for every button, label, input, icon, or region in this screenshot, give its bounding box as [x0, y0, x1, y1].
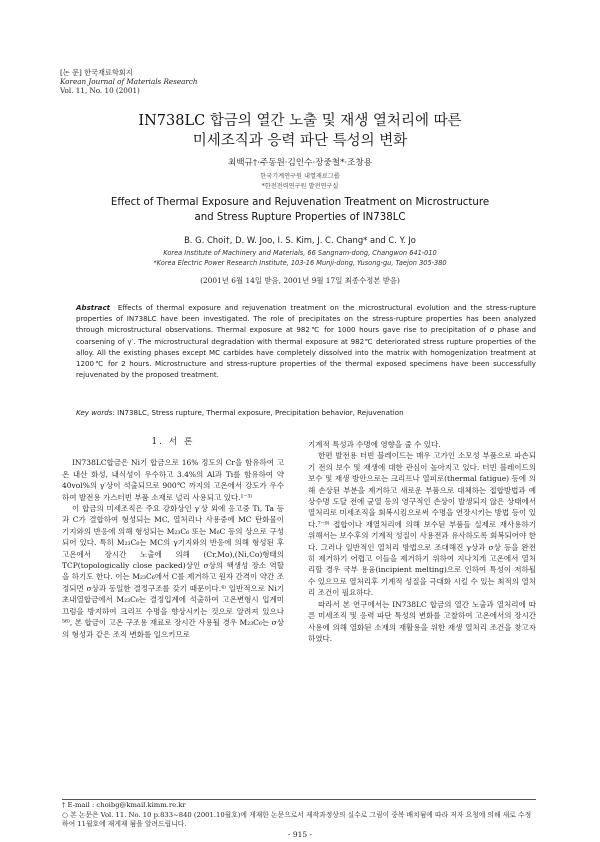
paragraph: IN738LC합금은 Ni기 합금으로 16% 정도의 Cr을 함유하여 고온 내산 화성, 내식성이 우수하고 3.4%의 Al과 Ti를 함유하여 약 40vol%의 γ′상이 석출되므로 900℃ 까지의 고온에서 강도가 우수하여 발전용 가스터빈 부품 소재로 널리 사용되고 있다.¹⁻³⁾	[62, 458, 284, 502]
footnote-email: † E-mail : choibg@kmail.kimm.re.kr	[62, 801, 186, 809]
abstract	[76, 302, 536, 380]
journal-volume: Vol. 11, No. 10 (2001)	[60, 86, 140, 95]
keywords-label: Key words	[76, 408, 113, 417]
authors-english: B. G. Choi†, D. W. Joo, I. S. Kim, J. C. Chang* and C. Y. Jo	[184, 235, 416, 245]
abstract-text: Effects of thermal exposure and rejuvenation treatment on the microstructural evolution and the stress-rupture properties of IN738LC have been investigated. The role of precipitates on the stress-rupture properties has been analyzed through microstructural observations. Thermal exposure at 982℃ for 1000 hours gave rise to precipitation of σ phase and coarsening of γ′. The microstructural degradation with thermal exposure at 982℃ deteriorated stress rupture properties of the alloy. All the existing phases except MC carbides have completely dissolved into the matrix with homogenization treatment at 1200℃ for 2 hours. Microstructure and stress-rupture properties of the thermal exposed specimens have been successfully rejuvenated by the proposed treatment.	[76, 303, 537, 380]
paragraph: 따라서 본 연구에서는 IN738LC 합금의 열간 노출과 열처리에 따른 미세조직 및 응력 파단 특성의 변화를 고찰하여 고온에서의 장시간 사용에 의해 열화된 소재의 재활용을 위한 재생 열처리 조건을 찾고자 하였다.	[308, 599, 536, 643]
body-column-left	[62, 432, 284, 640]
affiliation-english-2: *Korea Electric Power Research Institute, 103-16 Munji-dong, Yusong-gu, Taejon 305-380	[153, 259, 447, 267]
title-english	[0, 196, 600, 225]
title-korean-line2: 미세조직과 응력 파단 특성의 변화	[192, 133, 408, 149]
section-heading-introduction: 1. 서 론	[151, 437, 195, 447]
authors-korean: 최백규†·주동원·김인수·장중철*·조창용	[227, 158, 373, 168]
paragraph: 한편 발전용 터빈 블레이드는 매우 고가인 소모성 부품으로 파손되기 전의 보수 및 재생에 대한 관심이 높아지고 있다. 터빈 블레이드의 보수 및 재생 방안으로는 크리프나 열피로(thermal fatigue) 등에 의해 손상된 부분을 제거하고 새로운 부품으로 대체하는 접합방법과 예상수명 도달 전에 균열 등의 영구적인 손상이 발생되지 않은 상태에서 열처리로 미세조직을 회복시킴으로써 수명을 연장시키는 방법 등이 있다.⁷⁻⁹⁾ 접합이나 재열처리에 의해 보수된 부품들 실제로 재사용하기 위해서는 보수후의 기계적 성질이 사용전과 유사하도록 회복되어야 한다. 그러나 일반적인 열처리 방법으로 조대해진 γ상과 σ상 등을 완전히 제거하기 어렵고 이들을 제거하기 위하여 지나치게 고온에서 열처리할 경우 국부 용융(incipient melting)으로 인하여 특성이 저하될 수 있으므로 열처리후 기계적 성질을 극대화 시킬 수 있는 최적의 열처리 조건이 필요하다.	[308, 451, 536, 598]
keywords-text: : IN738LC, Stress rupture, Thermal exposure, Precipitation behavior, Rejuvenation	[112, 408, 404, 417]
journal-name-en: Korean Journal of Materials Research	[60, 77, 198, 86]
journal-name-ko: [논 문] 한국재료학회지	[60, 68, 133, 77]
title-korean-line1: IN738LC 합금의 열간 노출 및 재생 열처리에 따른	[138, 113, 462, 129]
paragraph: 기계적 특성과 수명에 영향을 줄 수 있다.	[308, 440, 441, 449]
title-english-line1: Effect of Thermal Exposure and Rejuvenation Treatment on Microstructure	[110, 197, 490, 208]
abstract-label: Abstract	[76, 303, 111, 312]
affiliations-korean	[0, 172, 600, 192]
keywords	[76, 408, 536, 417]
body-column-right	[308, 439, 536, 644]
footnote-divider	[62, 799, 536, 800]
paragraph: 이 합금의 미세조직은 주요 강화상인 γ′상 외에 응고중 Ti, Ta 등과 C가 결합하여 형성되는 MC, 열처리나 사용중에 MC 탄화물이 기지와의 반응에 의해 형성되는 M₂₃C₆ 또는 M₆C 등의 상으로 구성되어 있다. 특히 M₂₃C₆는 MC의 γ기지와의 반응에 의해 형성된 후 고온에서 장시간 노출에 의해 (Cr,Mo),(Ni,Co)형태의 TCP(topologically close packed)상인 σ상의 핵생성 장소 역할을 하기도 한다. 이는 M₂₃C₆에서 C를 제거하고 원자 간격이 약간 조정되면 σ상과 동일한 결정구조를 갖기 때문이다.⁴⁾ 일반적으로 Ni기 초내열합금에서 M₂₃C₆는 결정입계에 석출하여 고온변형시 입계미끄럼을 방지하여 크리프 수명을 향상시키는 것으로 알려져 있으나⁵⁶⁾, 본 합금이 고온 구조용 재료로 장시간 사용될 경우 M₂₃C₆는 σ상의 형성과 같은 조직 변화를 일으키므로	[62, 504, 284, 639]
footnotes	[62, 801, 536, 830]
footnote-note: ○ 본 논문은 Vol. 11. No. 10 p.833~840 (2001.10월호)에 게재한 논문으로서 제작과정상의 실수로 그림이 중복 배치됨에 따라 저자 요청에 의해 새로 수정하여 11월호에 재게재 됨을 알려드립니다.	[62, 810, 532, 828]
journal-header	[60, 68, 198, 95]
received-dates: (2001년 6월 14일 받음, 2001년 9월 17일 최종수정본 받음)	[200, 276, 400, 285]
affiliation-english-1: Korea Institute of Machinery and Materials, 66 Sangnam-dong, Changwon 641-010	[163, 249, 437, 257]
affiliation-korean-1: 한국기계연구원 내열재료그룹	[260, 173, 340, 180]
affiliations-english	[0, 248, 600, 268]
page-number: - 915 -	[287, 830, 313, 839]
affiliation-korean-2: *한전전력연구원 발전연구실	[261, 183, 339, 190]
title-korean	[0, 111, 600, 151]
title-english-line2: and Stress Rupture Properties of IN738LC	[194, 211, 406, 223]
